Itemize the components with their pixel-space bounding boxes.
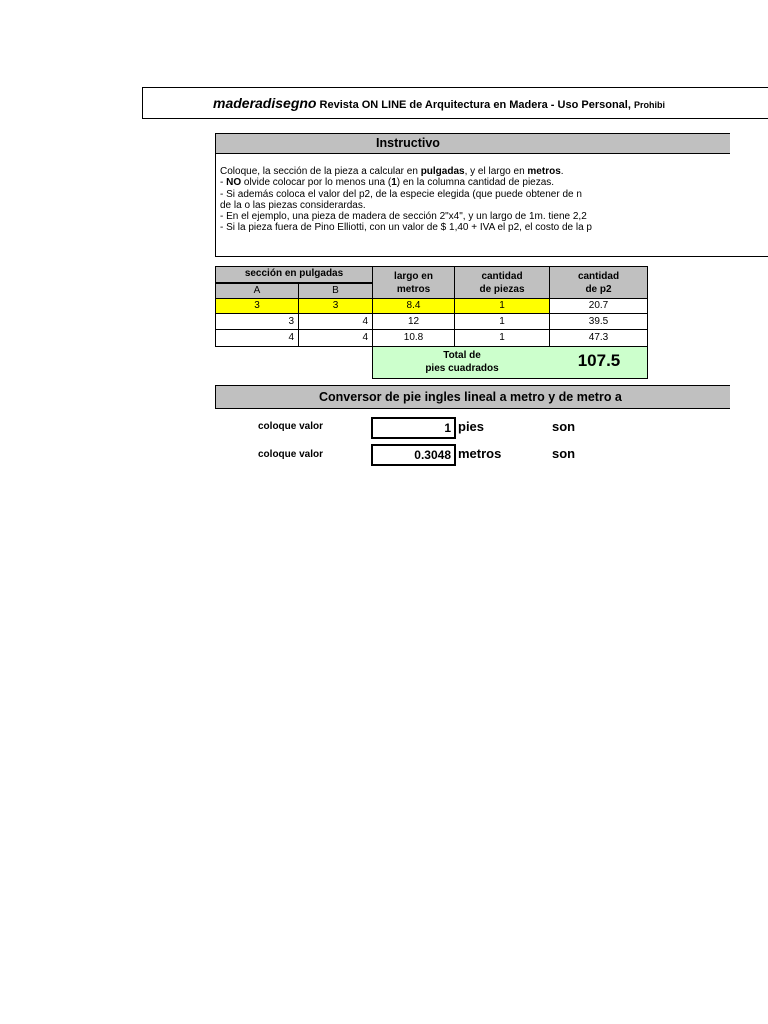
- cell-p2: 20.7: [549, 298, 648, 314]
- instructivo-title: Instructivo: [215, 133, 730, 154]
- header-col-b: B: [298, 283, 373, 299]
- brand-name: maderadisegno: [213, 95, 317, 111]
- instr-line-3: - Si además coloca el valor del p2, de la especie elegida (que puede obtener de n: [220, 188, 582, 200]
- pies-input[interactable]: 1: [371, 417, 456, 439]
- cell-p2: 47.3: [549, 329, 648, 347]
- pies-unit: pies: [458, 419, 485, 434]
- instr-line-2: - NO olvide colocar por lo menos una (1) en la columna cantidad de piezas.: [220, 177, 555, 189]
- header-largo: largo en metros: [372, 266, 455, 299]
- cell-a[interactable]: 3: [215, 313, 299, 330]
- total-value: 107.5: [577, 351, 621, 370]
- cell-b[interactable]: 3: [298, 298, 373, 314]
- cell-p2: 39.5: [549, 313, 648, 330]
- conv-label-1: coloque valor: [258, 421, 324, 432]
- cell-largo[interactable]: 10.8: [372, 329, 455, 347]
- header-seccion: sección en pulgadas: [215, 266, 373, 283]
- cell-b[interactable]: 4: [298, 313, 373, 330]
- instr-line-5: - En el ejemplo, una pieza de madera de sección 2"x4", y un largo de 1m. tiene 2,2: [220, 211, 587, 223]
- cell-piezas[interactable]: 1: [454, 313, 550, 330]
- magazine-header: [142, 87, 768, 119]
- instr-line-1: Coloque, la sección de la pieza a calcular en pulgadas, y el largo en metros.: [220, 166, 564, 177]
- son-label-2: son: [552, 446, 576, 461]
- total-box: [372, 346, 648, 379]
- son-label-1: son: [552, 419, 576, 434]
- cell-a[interactable]: 3: [215, 298, 299, 314]
- header-col-a: A: [215, 283, 299, 299]
- conversor-title: Conversor de pie ingles lineal a metro y de metro a: [215, 385, 730, 409]
- header-cant-p2: cantidad de p2: [549, 266, 648, 299]
- instr-line-6: - Si la pieza fuera de Pino Elliotti, con un valor de $ 1,40 + IVA el p2, el costo de la p: [220, 222, 592, 234]
- cell-largo[interactable]: 12: [372, 313, 455, 330]
- conv-label-2: coloque valor: [258, 449, 324, 460]
- header-trailing: Prohibi: [633, 100, 665, 110]
- instructivo-box: [215, 154, 768, 257]
- cell-a[interactable]: 4: [215, 329, 299, 347]
- metros-input[interactable]: 0.3048: [371, 444, 456, 466]
- instr-line-4: de la o las piezas considerardas.: [220, 199, 366, 211]
- cell-largo[interactable]: 8.4: [372, 298, 455, 314]
- cell-piezas[interactable]: 1: [454, 329, 550, 347]
- total-label: Total de pies cuadrados: [425, 350, 499, 374]
- metros-unit: metros: [458, 446, 502, 461]
- header-subtitle: Revista ON LINE de Arquitectura en Madera - Uso Personal,: [319, 99, 631, 111]
- instructivo-text: [220, 166, 768, 234]
- cell-piezas[interactable]: 1: [454, 298, 550, 314]
- cell-b[interactable]: 4: [298, 329, 373, 347]
- header-cant-piezas: cantidad de piezas: [454, 266, 550, 299]
